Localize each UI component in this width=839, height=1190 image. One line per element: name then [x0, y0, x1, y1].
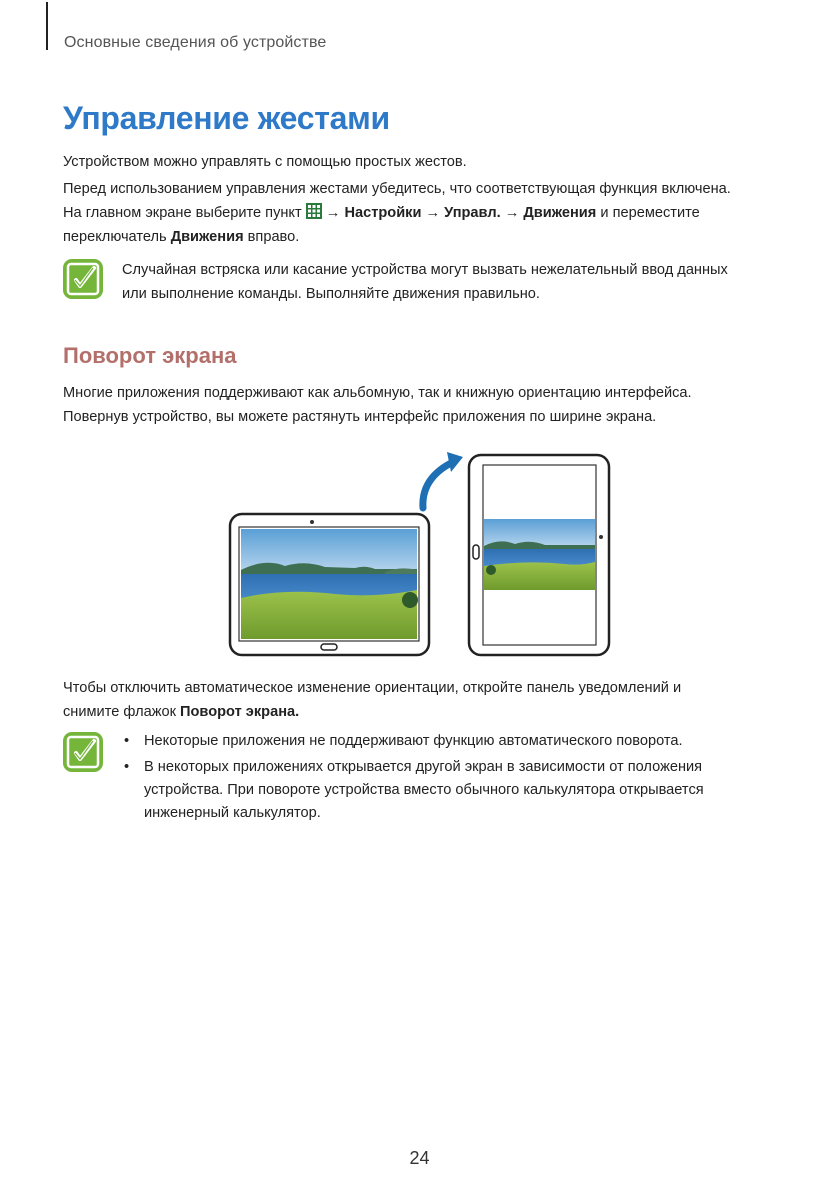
rotate-paragraph-1	[63, 381, 783, 429]
arrow-text: →	[425, 205, 441, 221]
intro-paragraph-1: Устройством можно управлять с помощью простых жестов.	[63, 154, 467, 170]
bullet: •	[124, 759, 130, 775]
intro-paragraph-2-line-2	[63, 201, 783, 225]
section-rule	[46, 2, 48, 50]
intro-paragraph-2	[63, 177, 783, 249]
list-item	[122, 730, 762, 753]
motions-label: Движения	[523, 205, 597, 221]
control-label: Управл.	[444, 205, 501, 221]
arrow-text: →	[325, 205, 341, 221]
note-line: Случайная встряска или касание устройства могут вызвать нежелательный ввод данных	[122, 262, 728, 278]
apps-grid-icon	[306, 203, 322, 219]
rotate-line: Повернув устройство, вы можете растянуть интерфейс приложения по ширине экрана.	[63, 409, 657, 425]
note-line: или выполнение команды. Выполняйте движения правильно.	[122, 286, 540, 302]
rotation-illustration	[225, 448, 615, 660]
section-header: Основные сведения об устройстве	[64, 34, 327, 51]
portrait-tablet	[469, 455, 609, 655]
intro-paragraph-2-line-1: Перед использованием управления жестами убедитесь, что соответствующая функция включена.	[63, 181, 731, 197]
rotate-arrow-icon	[423, 452, 463, 508]
list-item	[122, 756, 762, 825]
note-icon-2	[62, 731, 104, 778]
arrow-text: →	[504, 205, 520, 221]
settings-label: Настройки	[344, 205, 422, 221]
rotate-line: Чтобы отключить автоматическое изменение ориентации, откройте панель уведомлений и	[63, 680, 682, 696]
bullet: •	[124, 733, 130, 749]
intro-text: вправо.	[247, 229, 300, 245]
list-item-text: В некоторых приложениях открывается другой экран в зависимости от положения устройства. При повороте устройства вместо обычного калькулятора открывается инженерный калькулятор.	[144, 759, 704, 821]
note-icon-1	[62, 258, 104, 305]
note-pencil-icon	[62, 258, 104, 300]
intro-text: и переместите	[600, 205, 700, 221]
landscape-tablet	[230, 514, 429, 655]
motions-label: Движения	[170, 229, 244, 245]
rotate-paragraph-2	[63, 676, 783, 724]
page-title: Управление жестами	[63, 100, 390, 136]
section-subtitle: Поворот экрана	[63, 343, 237, 368]
rotate-line	[63, 700, 783, 724]
screen-rotation-label: Поворот экрана.	[180, 704, 300, 720]
note-pencil-icon	[62, 731, 104, 773]
page-number: 24	[409, 1148, 430, 1168]
rotate-line: Многие приложения поддерживают как альбомную, так и книжную ориентацию интерфейса.	[63, 385, 692, 401]
intro-text: переключатель	[63, 229, 167, 245]
rotate-text: снимите флажок	[63, 704, 176, 720]
note-bullet-list	[122, 730, 762, 828]
intro-paragraph-2-line-3	[63, 225, 783, 249]
list-item-text: Некоторые приложения не поддерживают функцию автоматического поворота.	[144, 733, 683, 749]
intro-text: На главном экране выберите пункт	[63, 205, 302, 221]
note-text-1	[122, 258, 772, 306]
